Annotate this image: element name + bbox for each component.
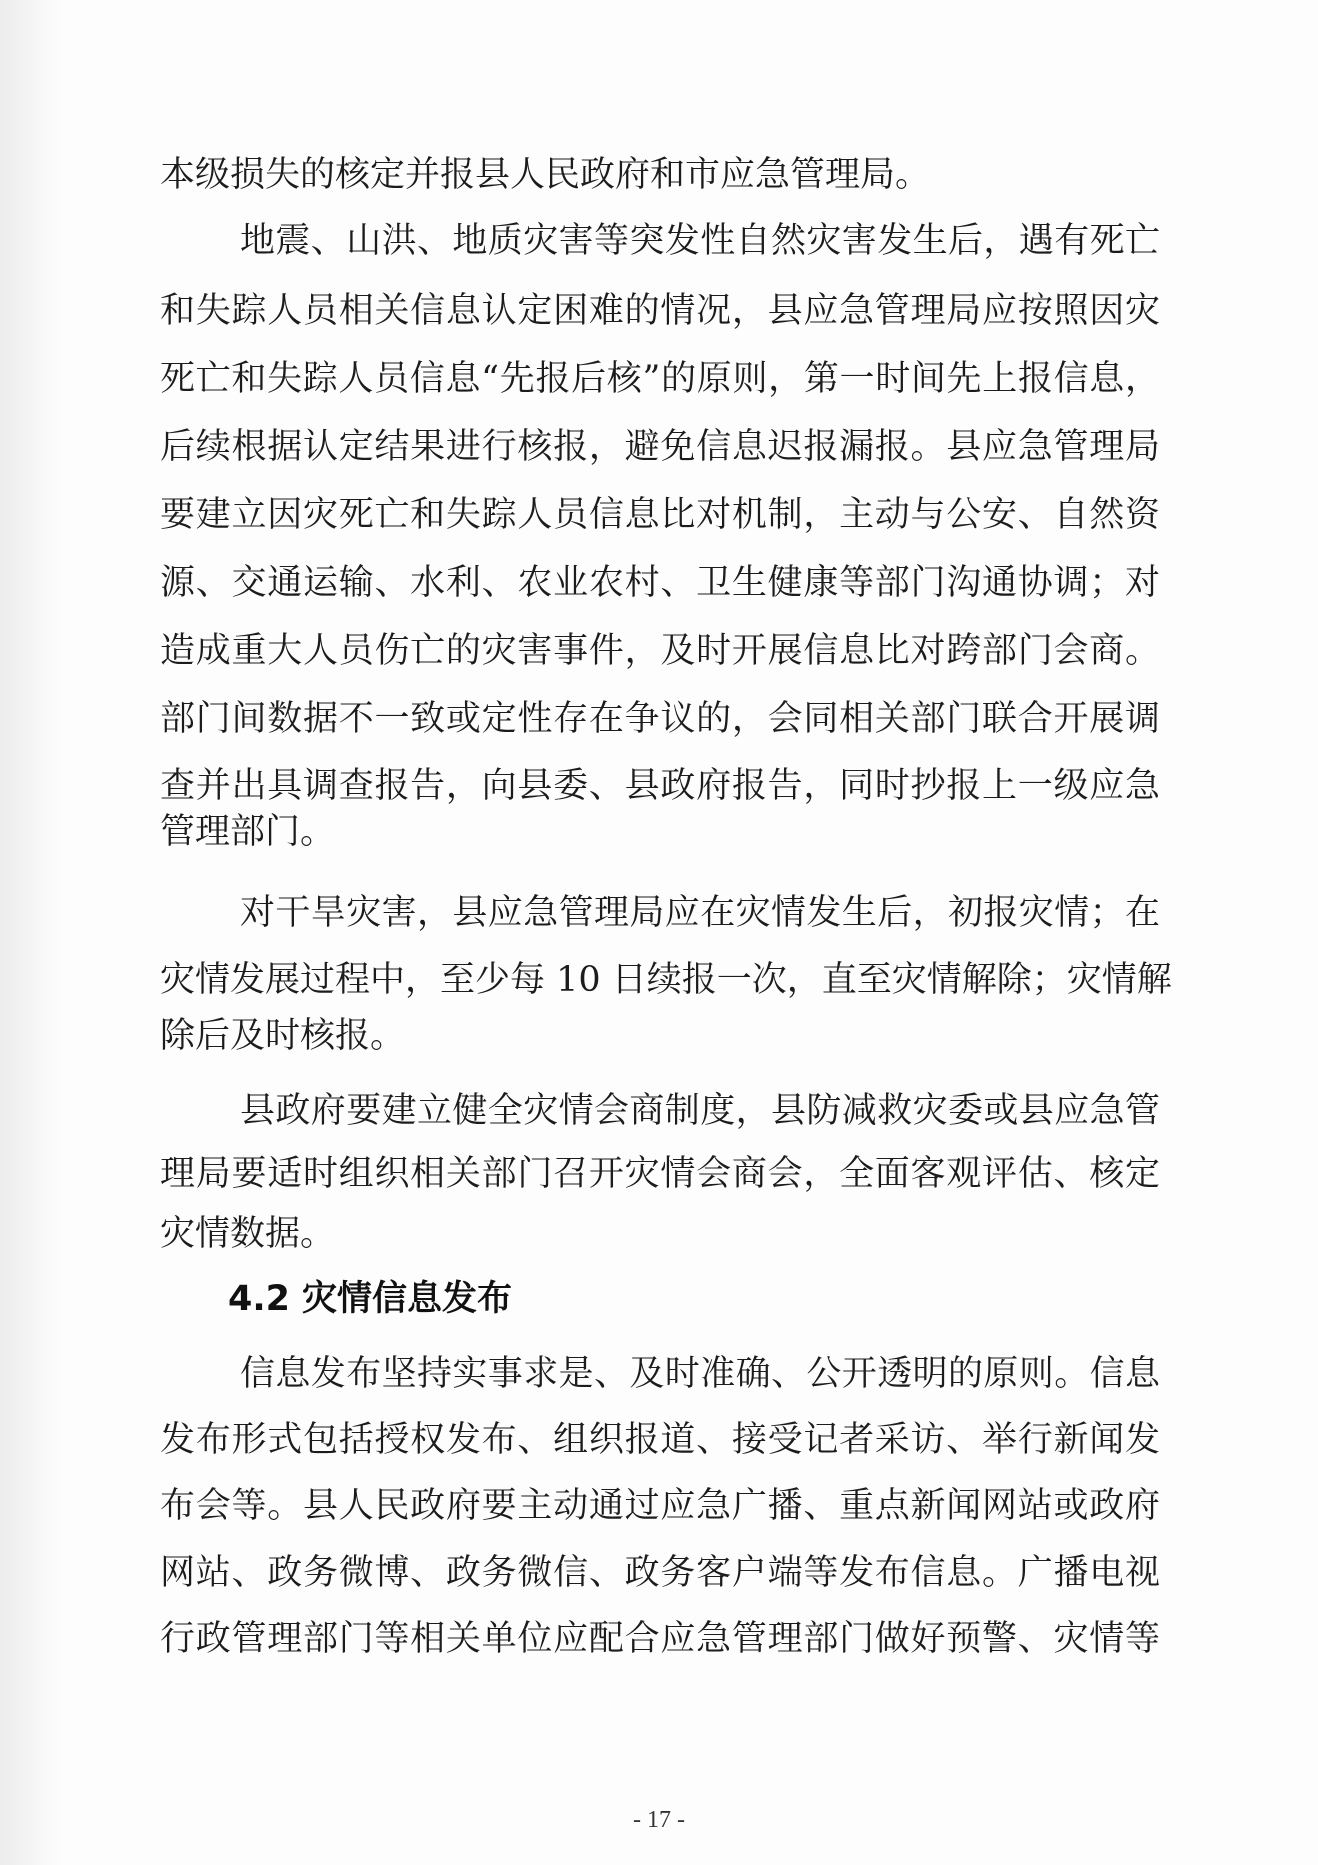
section-heading bbox=[228, 1277, 512, 1321]
paragraph-line: 信息发布坚持实事求是、及时准确、公开透明的原则。信息 bbox=[240, 1354, 1160, 1394]
paragraph-line: 除后及时核报。 bbox=[160, 1016, 406, 1056]
paragraph-line: 对干旱灾害，县应急管理局应在灾情发生后，初报灾情；在 bbox=[240, 893, 1160, 933]
paragraph-line: 查并出具调查报告，向县委、县政府报告，同时抄报上一级应急 bbox=[160, 766, 1160, 806]
paragraph-line: 布会等。县人民政府要主动通过应急广播、重点新闻网站或政府 bbox=[160, 1486, 1160, 1526]
section-title: 灾情信息发布 bbox=[302, 1279, 513, 1319]
paragraph-line: 要建立因灾死亡和失踪人员信息比对机制，主动与公安、自然资 bbox=[160, 495, 1160, 535]
paragraph-line: 管理部门。 bbox=[160, 812, 336, 852]
paragraph-line: 灾情数据。 bbox=[160, 1214, 336, 1254]
paragraph-line: 理局要适时组织相关部门召开灾情会商会，全面客观评估、核定 bbox=[160, 1154, 1160, 1194]
paragraph-line: 县政府要建立健全灾情会商制度，县防减救灾委或县应急管 bbox=[240, 1091, 1160, 1131]
scan-edge-shadow bbox=[0, 0, 60, 1865]
paragraph-line: 本级损失的核定并报县人民政府和市应急管理局。 bbox=[160, 155, 931, 195]
section-number: 4.2 bbox=[228, 1279, 291, 1319]
paragraph-line: 后续根据认定结果进行核报，避免信息迟报漏报。县应急管理局 bbox=[160, 427, 1160, 467]
paragraph-line: 行政管理部门等相关单位应配合应急管理部门做好预警、灾情等 bbox=[160, 1619, 1160, 1659]
paragraph-line: 部门间数据不一致或定性存在争议的，会同相关部门联合开展调 bbox=[160, 699, 1160, 739]
paragraph-line: 和失踪人员相关信息认定困难的情况，县应急管理局应按照因灾 bbox=[160, 291, 1160, 331]
paragraph-line: 网站、政务微博、政务微信、政务客户端等发布信息。广播电视 bbox=[160, 1553, 1160, 1593]
paragraph-line: 造成重大人员伤亡的灾害事件，及时开展信息比对跨部门会商。 bbox=[160, 631, 1160, 671]
paragraph-line: 死亡和失踪人员信息“先报后核”的原则，第一时间先上报信息， bbox=[160, 359, 1160, 399]
page-number: - 17 - bbox=[633, 1807, 685, 1833]
paragraph-line: 灾情发展过程中，至少每 10 日续报一次，直至灾情解除；灾情解 bbox=[160, 960, 1172, 1000]
paragraph-line: 地震、山洪、地质灾害等突发性自然灾害发生后，遇有死亡 bbox=[240, 221, 1160, 261]
paragraph-line: 发布形式包括授权发布、组织报道、接受记者采访、举行新闻发 bbox=[160, 1420, 1160, 1460]
paragraph-line: 源、交通运输、水利、农业农村、卫生健康等部门沟通协调；对 bbox=[160, 563, 1160, 603]
